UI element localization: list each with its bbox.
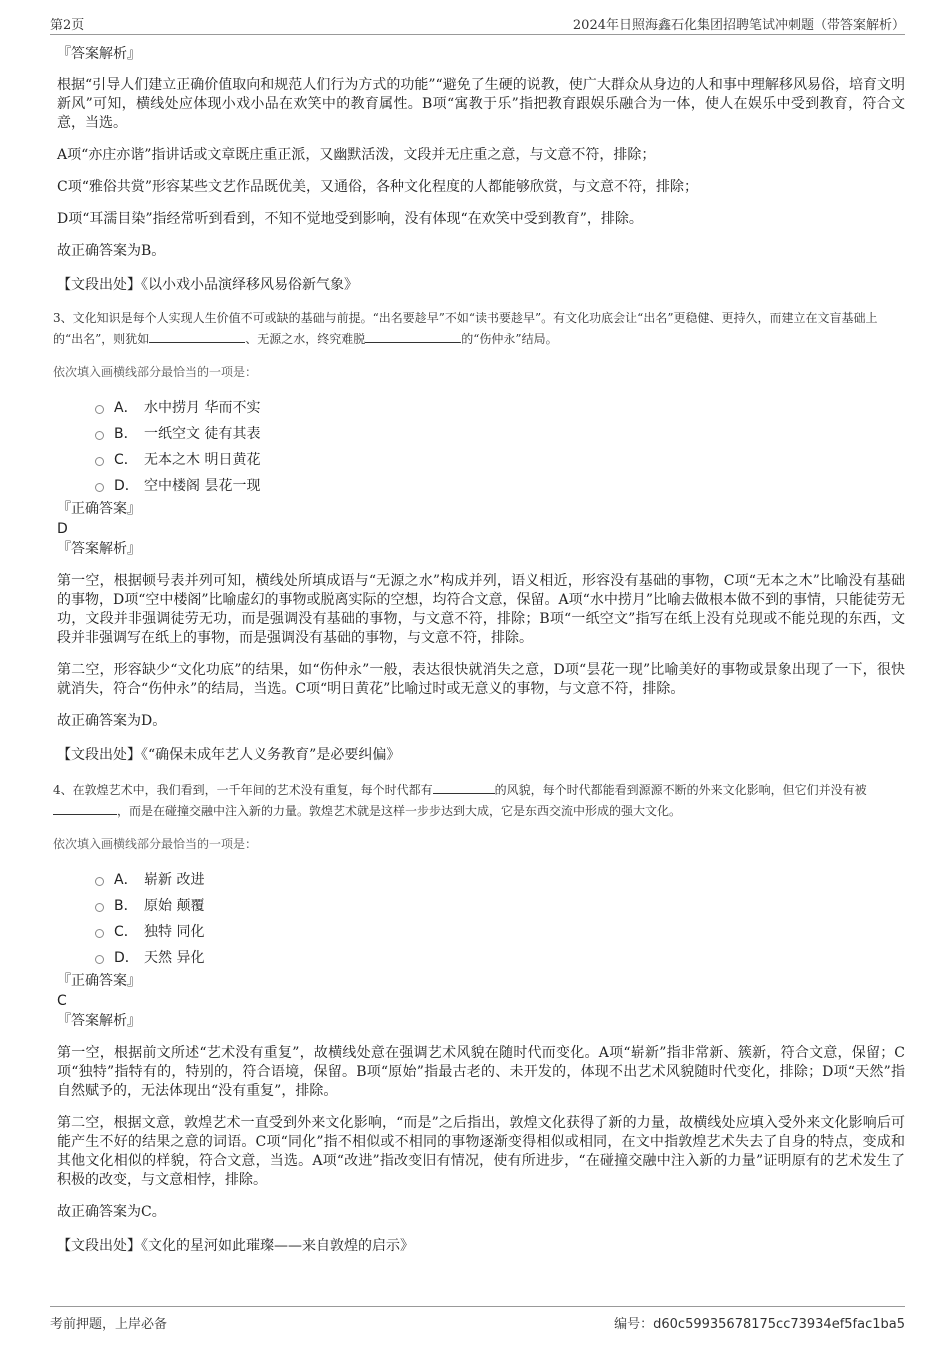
q4-text-b: 的风貌，每个时代都能看到源源不断的外来文化影响，但它们并没有被 [494,783,867,797]
q3-blank-1 [149,328,245,343]
q2-analysis-p2: A项“亦庄亦谐”指讲话或文章既庄重正派，又幽默活泼，文段并无庄重之意，与文意不符，排除； [57,147,656,163]
page-number: 第2页 [50,18,85,33]
radio-icon[interactable] [95,903,104,912]
q3-option-a[interactable]: A． 水中捞月 华而不实 [95,395,905,421]
q3-option-d[interactable]: D． 空中楼阁 昙花一现 [95,473,905,499]
q3-analysis-p2: 第二空，形容缺少“文化功底”的结果，如“伤仲永”一般，表达很快就消失之意，D项“昙花一现”比喻美好的事物或景象出现了一下，很快就消失，符合“伤仲永”的结局，当选。C项“明日黄花”比喻过时或无意义的事物，与文意不符，排除。 [57,662,905,697]
analysis-label: 『答案解析』 [57,1013,141,1029]
q3-option-c[interactable]: C． 无本之木 明日黄花 [95,447,905,473]
page-content [53,44,905,1256]
q3-option-b[interactable]: B． 一纸空文 徒有其表 [95,421,905,447]
q2-analysis-p3: C项“雅俗共赏”形容某些文艺作品既优美，又通俗，各种文化程度的人都能够欣赏，与文意不符，排除； [57,179,699,195]
q4-analysis-p2: 第二空，根据文意，敦煌艺术一直受到外来文化影响，“而是”之后指出，敦煌文化获得了新的力量，故横线处应填入受外来文化影响后可能产生不好的结果之意的词语。C项“同化”指不相似或不相同的事物逐渐变得相似或相同，在文中指敦煌艺术失去了自身的特点，变成和其他文化相似的样貌，符合文意，当选。A项“改进”指改变旧有情况，使有所进步，“在碰撞交融中注入新的力量”证明原有的艺术发生了积极的改变，与文意相悖，排除。 [57,1115,905,1188]
q4-source: 【文段出处】《文化的星河如此璀璨——来自敦煌的启示》 [57,1238,414,1254]
q4-blank-1 [433,779,495,794]
q4-option-c[interactable]: C． 独特 同化 [95,919,905,945]
q4-option-d[interactable]: D． 天然 异化 [95,945,905,971]
q3-instruction: 依次填入画横线部分最恰当的一项是： [53,365,258,379]
q3-analysis-p1: 第一空，根据顿号表并列可知，横线处所填成语与“无源之水”构成并列，语义相近，形容没有基础的事物，C项“无本之木”比喻没有基础的事物，D项“空中楼阁”比喻虚幻的事物或脱离实际的空想，均符合文意，保留。A项“水中捞月”比喻去做根本做不到的事情，只能徒劳无功，文段并非强调徒劳无功，而是强调没有基础的事物，与文意不符，排除；B项“一纸空文”指写在纸上没有兑现或不能兑现的东西，文段并非强调写在纸上的事物，而是强调没有基础的事物，与文意不符，排除。 [57,573,905,646]
radio-icon[interactable] [95,483,104,492]
footer-slogan: 考前押题，上岸必备 [50,1317,168,1332]
q3-answer: D [57,521,68,537]
radio-icon[interactable] [95,431,104,440]
page-header [50,10,905,35]
q4-instruction: 依次填入画横线部分最恰当的一项是： [53,837,258,851]
q3-text-b: 、无源之水，终究难脱 [245,332,366,346]
radio-icon[interactable] [95,405,104,414]
q4-option-a[interactable]: A． 崭新 改进 [95,867,905,893]
q4-analysis-p1: 第一空，根据前文所述“艺术没有重复”，故横线处意在强调艺术风貌在随时代而变化。A项“崭新”指非常新、簇新，符合文意，保留；C项“独特”指特有的，特别的，符合语境，保留。B项“原始”指最古老的、未开发的，体现不出艺术风貌随时代变化，排除；D项“天然”指自然赋予的，无法体现出“没有重复”，排除。 [57,1045,905,1099]
radio-icon[interactable] [95,457,104,466]
q4-text-a: 4、在敦煌艺术中，我们看到，一千年间的艺术没有重复，每个时代都有 [53,783,433,797]
page-footer [50,1306,905,1335]
radio-icon[interactable] [95,877,104,886]
q2-conclusion: 故正确答案为B。 [57,243,166,259]
q3-text-c: 的“伤仲永”结局。 [461,332,558,346]
q3-conclusion: 故正确答案为D。 [57,713,167,729]
correct-answer-label: 『正确答案』 [57,501,141,517]
q3-question [53,309,905,349]
q4-options [95,867,905,971]
q4-option-b[interactable]: B． 原始 颠覆 [95,893,905,919]
q4-conclusion: 故正确答案为C。 [57,1204,166,1220]
q4-question [53,779,905,821]
radio-icon[interactable] [95,955,104,964]
q2-analysis-p4: D项“耳濡目染”指经常听到看到，不知不觉地受到影响，没有体现“在欢笑中受到教育”，排除。 [57,211,643,227]
document-title: 2024年日照海鑫石化集团招聘笔试冲刺题（带答案解析） [572,18,905,33]
q4-answer: C [57,993,67,1009]
q4-blank-2 [53,800,117,815]
q4-text-c: ，而是在碰撞交融中注入新的力量。敦煌艺术就是这样一步步达到大成，它是东西交流中形成的强大文化。 [117,804,682,818]
q3-text-a: 3、文化知识是每个人实现人生价值不可或缺的基础与前提。“出名要趁早”不如“读书要趁早”。有文化功底会让“出名”更稳健、更持久，而建立在文盲基础上的“出名”，则犹如 [53,311,878,346]
footer-code: 编号：d60c59935678175cc73934ef5fac1ba5 [614,1317,905,1332]
q2-analysis-p1: 根据“引导人们建立正确价值取向和规范人们行为方式的功能”“避免了生硬的说教，使广大群众从身边的人和事中理解移风易俗，培育文明新风”可知，横线处应体现小戏小品在欢笑中的教育属性。B项“寓教于乐”指把教育跟娱乐融合为一体，使人在娱乐中受到教育，符合文意，当选。 [57,77,905,131]
q3-blank-2 [365,328,461,343]
correct-answer-label: 『正确答案』 [57,973,141,989]
q3-options [95,395,905,499]
radio-icon[interactable] [95,929,104,938]
q3-source: 【文段出处】《“确保未成年艺人义务教育”是必要纠偏》 [57,747,401,763]
analysis-label: 『答案解析』 [57,541,141,557]
analysis-label: 『答案解析』 [57,46,141,62]
q2-source: 【文段出处】《以小戏小品演绎移风易俗新气象》 [57,277,358,293]
